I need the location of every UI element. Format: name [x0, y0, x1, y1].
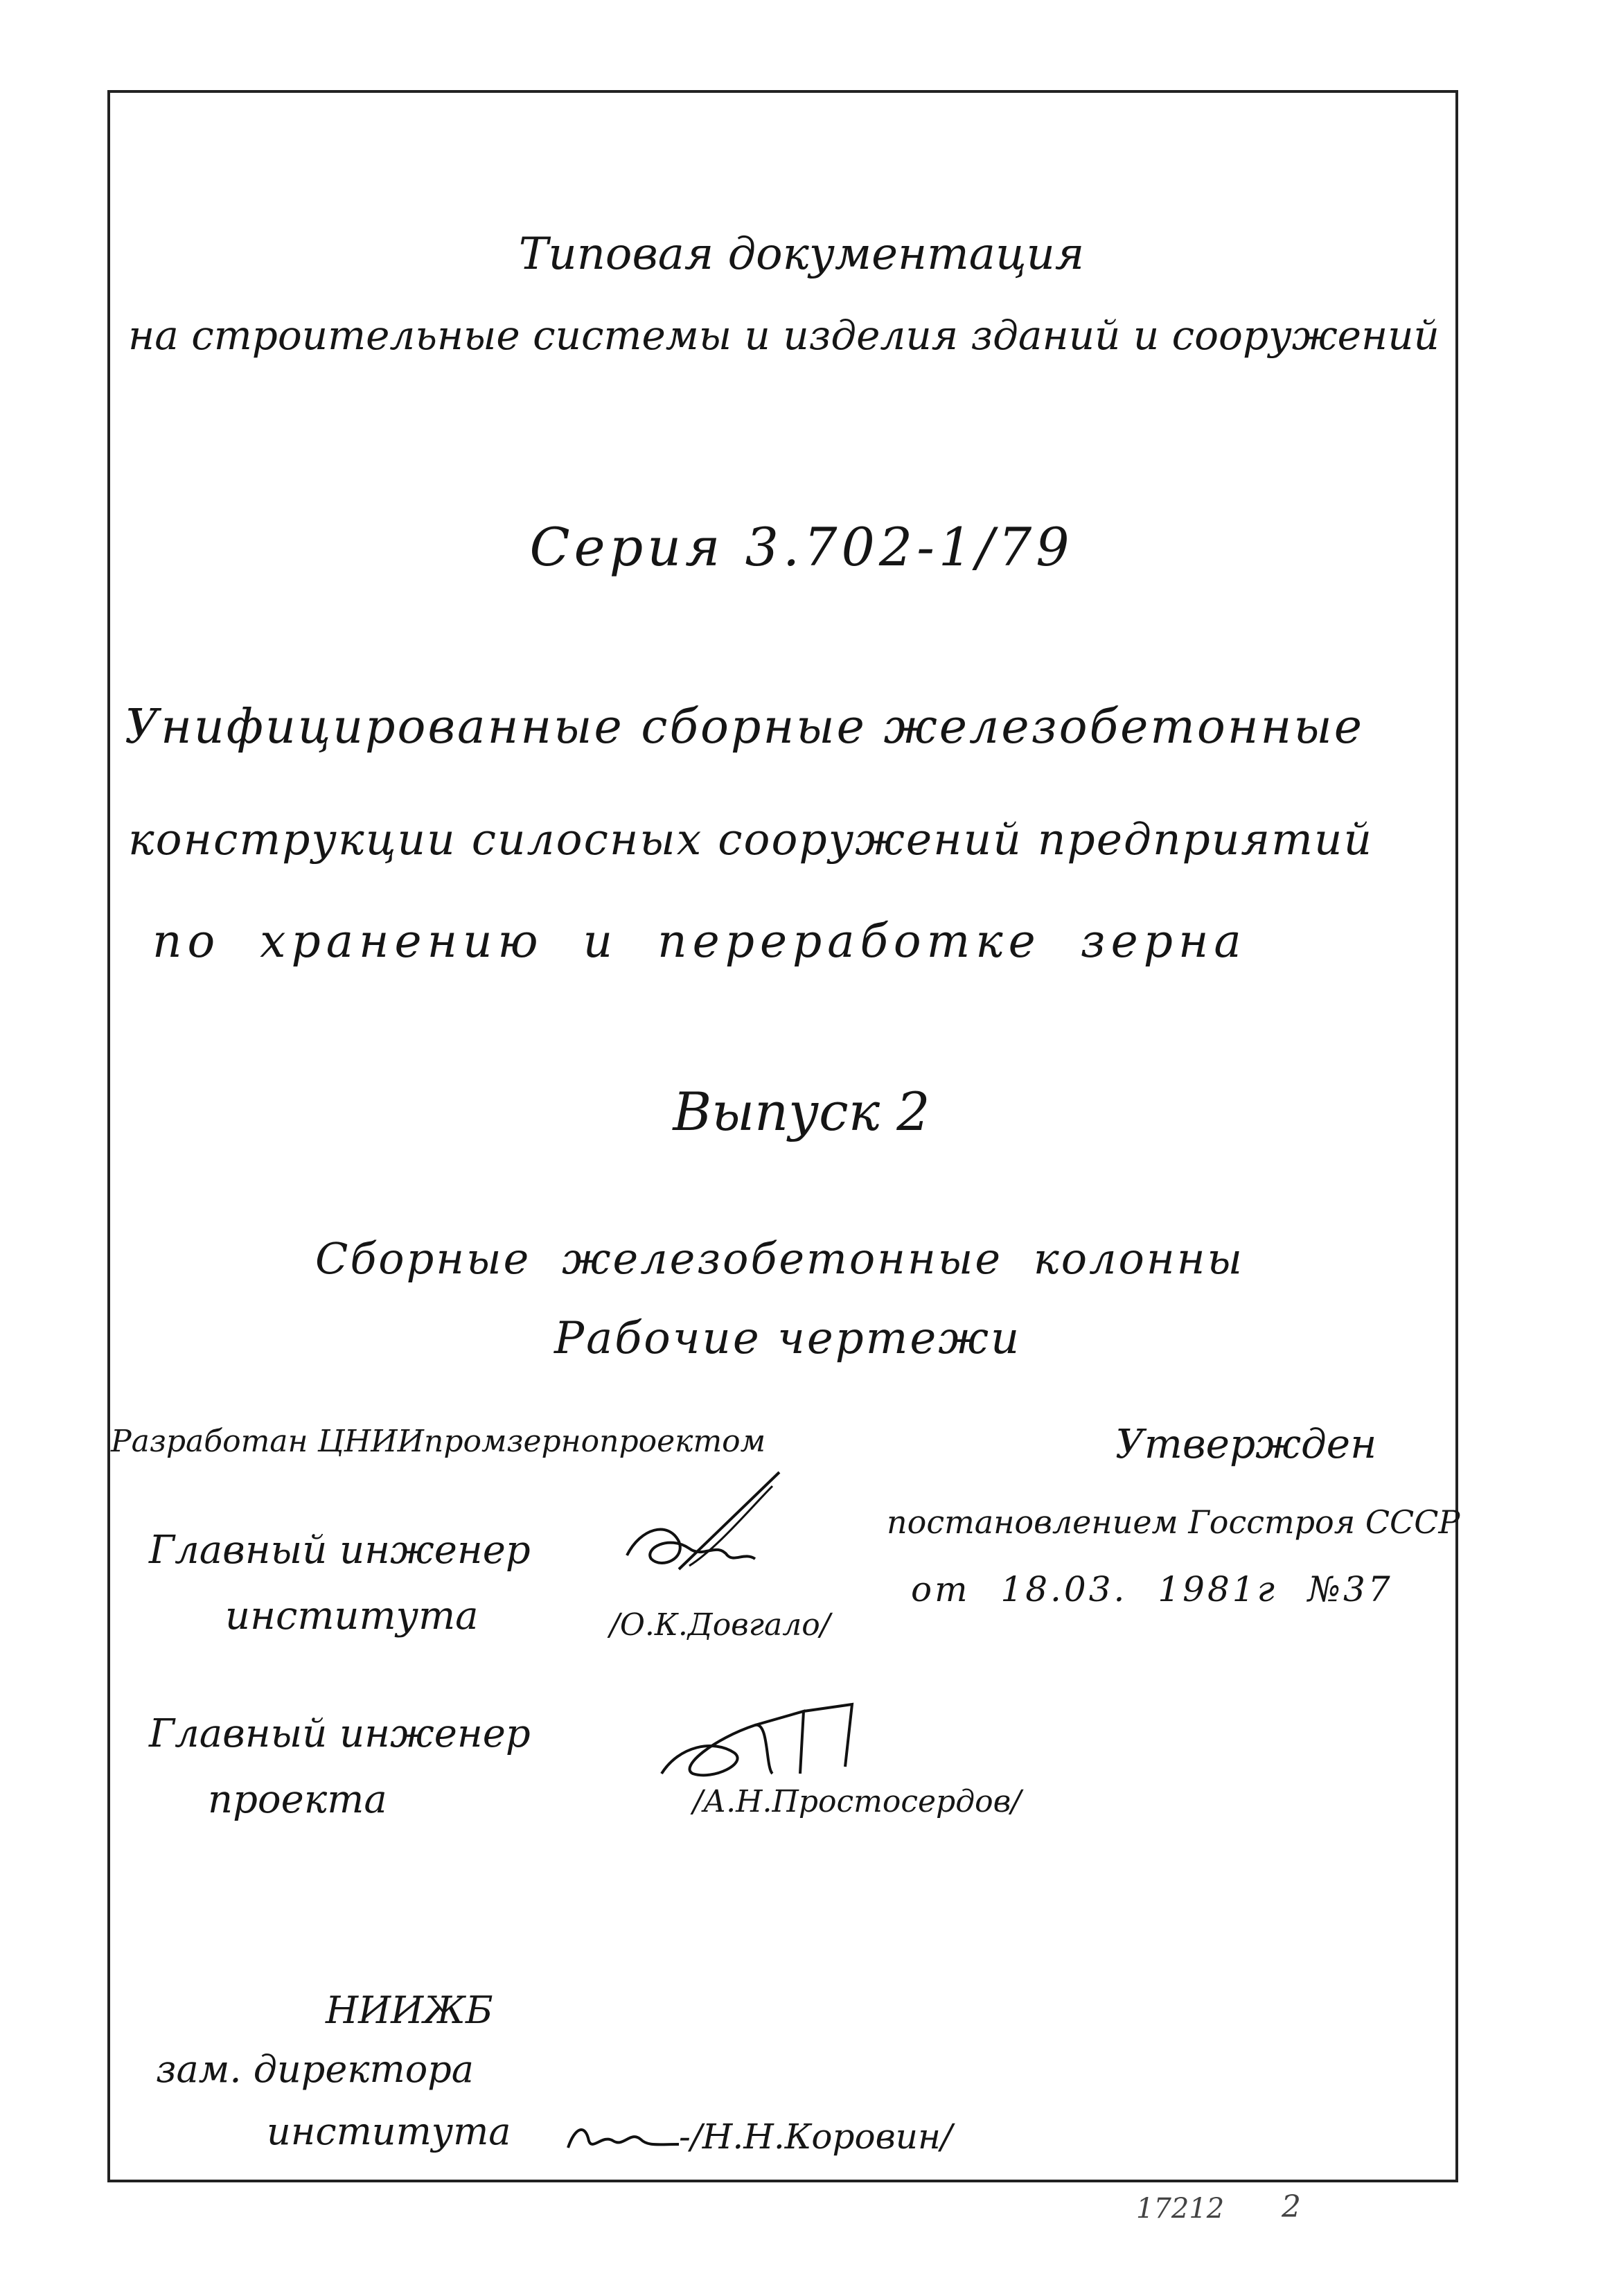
niizhb-deputy-director-role: зам. директора — [156, 2047, 474, 2091]
series-number: Серия 3.702-1/79 — [529, 516, 1074, 578]
footer-document-code: 17212 — [1136, 2193, 1225, 2225]
main-title-line-1: Унифицированные сборные железобетонные — [125, 700, 1364, 754]
signature-korovin — [561, 2106, 686, 2169]
chief-engineer-project-role: Главный инженер — [149, 1711, 531, 1756]
issue-number: Выпуск 2 — [673, 1081, 930, 1142]
chief-engineer-institute-role-2: института — [225, 1593, 479, 1639]
signatory-name-dovgalo: /О.К.Довгало/ — [610, 1607, 831, 1643]
developer-organization: Разработан ЦНИИпромзернопроектом — [111, 1424, 766, 1459]
chief-engineer-project-role-2: проекта — [208, 1777, 387, 1822]
approval-date: от 18.03. 1981г №37 — [911, 1569, 1393, 1609]
signature-dovgalo — [613, 1465, 821, 1604]
signatory-name-korovin: -/Н.Н.Коровин/ — [679, 2117, 953, 2157]
document-type-subtitle: на строительные системы и изделия зданий и сооружений — [128, 312, 1440, 359]
document-type-title: Типовая документация — [518, 229, 1085, 280]
issue-title-line-1: Сборные железобетонные колонны — [315, 1233, 1245, 1284]
approval-decree: постановлением Госстроя СССР — [887, 1503, 1460, 1541]
main-title-line-2: конструкции силосных сооружений предприятий — [128, 814, 1374, 865]
niizhb-organization: НИИЖБ — [326, 1988, 493, 2032]
main-title-line-3: по хранению и переработке зерна — [152, 915, 1247, 968]
issue-title-line-2: Рабочие чертежи — [554, 1313, 1022, 1364]
approval-label: Утвержден — [1115, 1420, 1377, 1467]
footer-page-number: 2 — [1282, 2189, 1301, 2225]
niizhb-institute-role: института — [267, 2110, 511, 2153]
chief-engineer-institute-role: Главный инженер — [149, 1528, 531, 1573]
signatory-name-prostoserdov: /А.Н.Простосердов/ — [693, 1784, 1022, 1819]
